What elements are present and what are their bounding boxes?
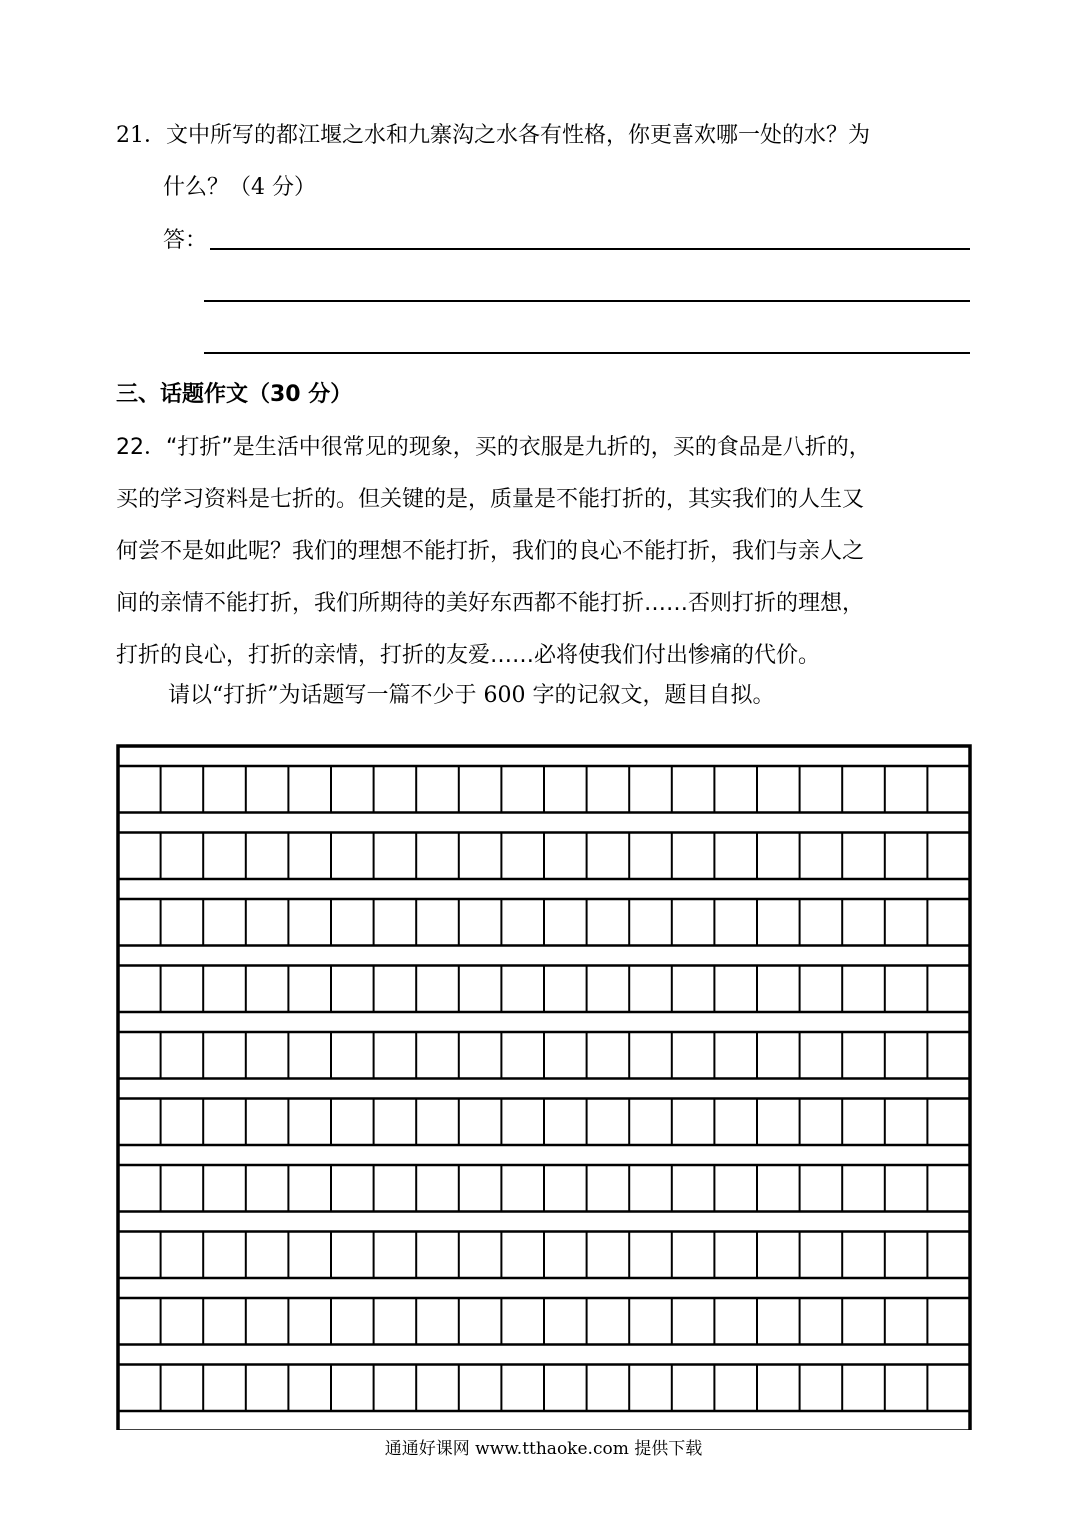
q22-line-1: 22．“打折”是生活中很常见的现象，买的衣服是九折的，买的食品是八折的， — [116, 435, 871, 460]
answer-label: 答： — [163, 228, 208, 253]
q22-line-4: 间的亲情不能打折，我们所期待的美好东西都不能打折……否则打折的理想， — [116, 591, 865, 616]
footer-text: 通通好课网 www.tthaoke.com 提供下载 — [384, 1439, 703, 1459]
q22-line-5: 打折的良心，打折的亲情，打折的友爱……必将使我们付出惨痛的代价。 — [116, 643, 821, 668]
q22-line-3: 何尝不是如此呢？我们的理想不能打折，我们的良心不能打折，我们与亲人之 — [116, 539, 865, 564]
q21-line-1: 21．文中所写的都江堰之水和九寨沟之水各有性格，你更喜欢哪一处的水？为 — [116, 123, 870, 148]
answer-line-3[interactable] — [204, 352, 970, 354]
answer-line-1[interactable] — [210, 248, 970, 250]
writing-grid[interactable] — [116, 744, 972, 1430]
q21-line-2: 什么？（4 分） — [163, 175, 316, 200]
q22-line-2: 买的学习资料是七折的。但关键的是，质量是不能打折的，其实我们的人生又 — [116, 487, 865, 512]
q22-prompt: 请以“打折”为话题写一篇不少于 600 字的记叙文，题目自拟。 — [168, 683, 775, 708]
section-title: 三、话题作文（30 分） — [116, 382, 353, 407]
answer-line-2[interactable] — [204, 300, 970, 302]
